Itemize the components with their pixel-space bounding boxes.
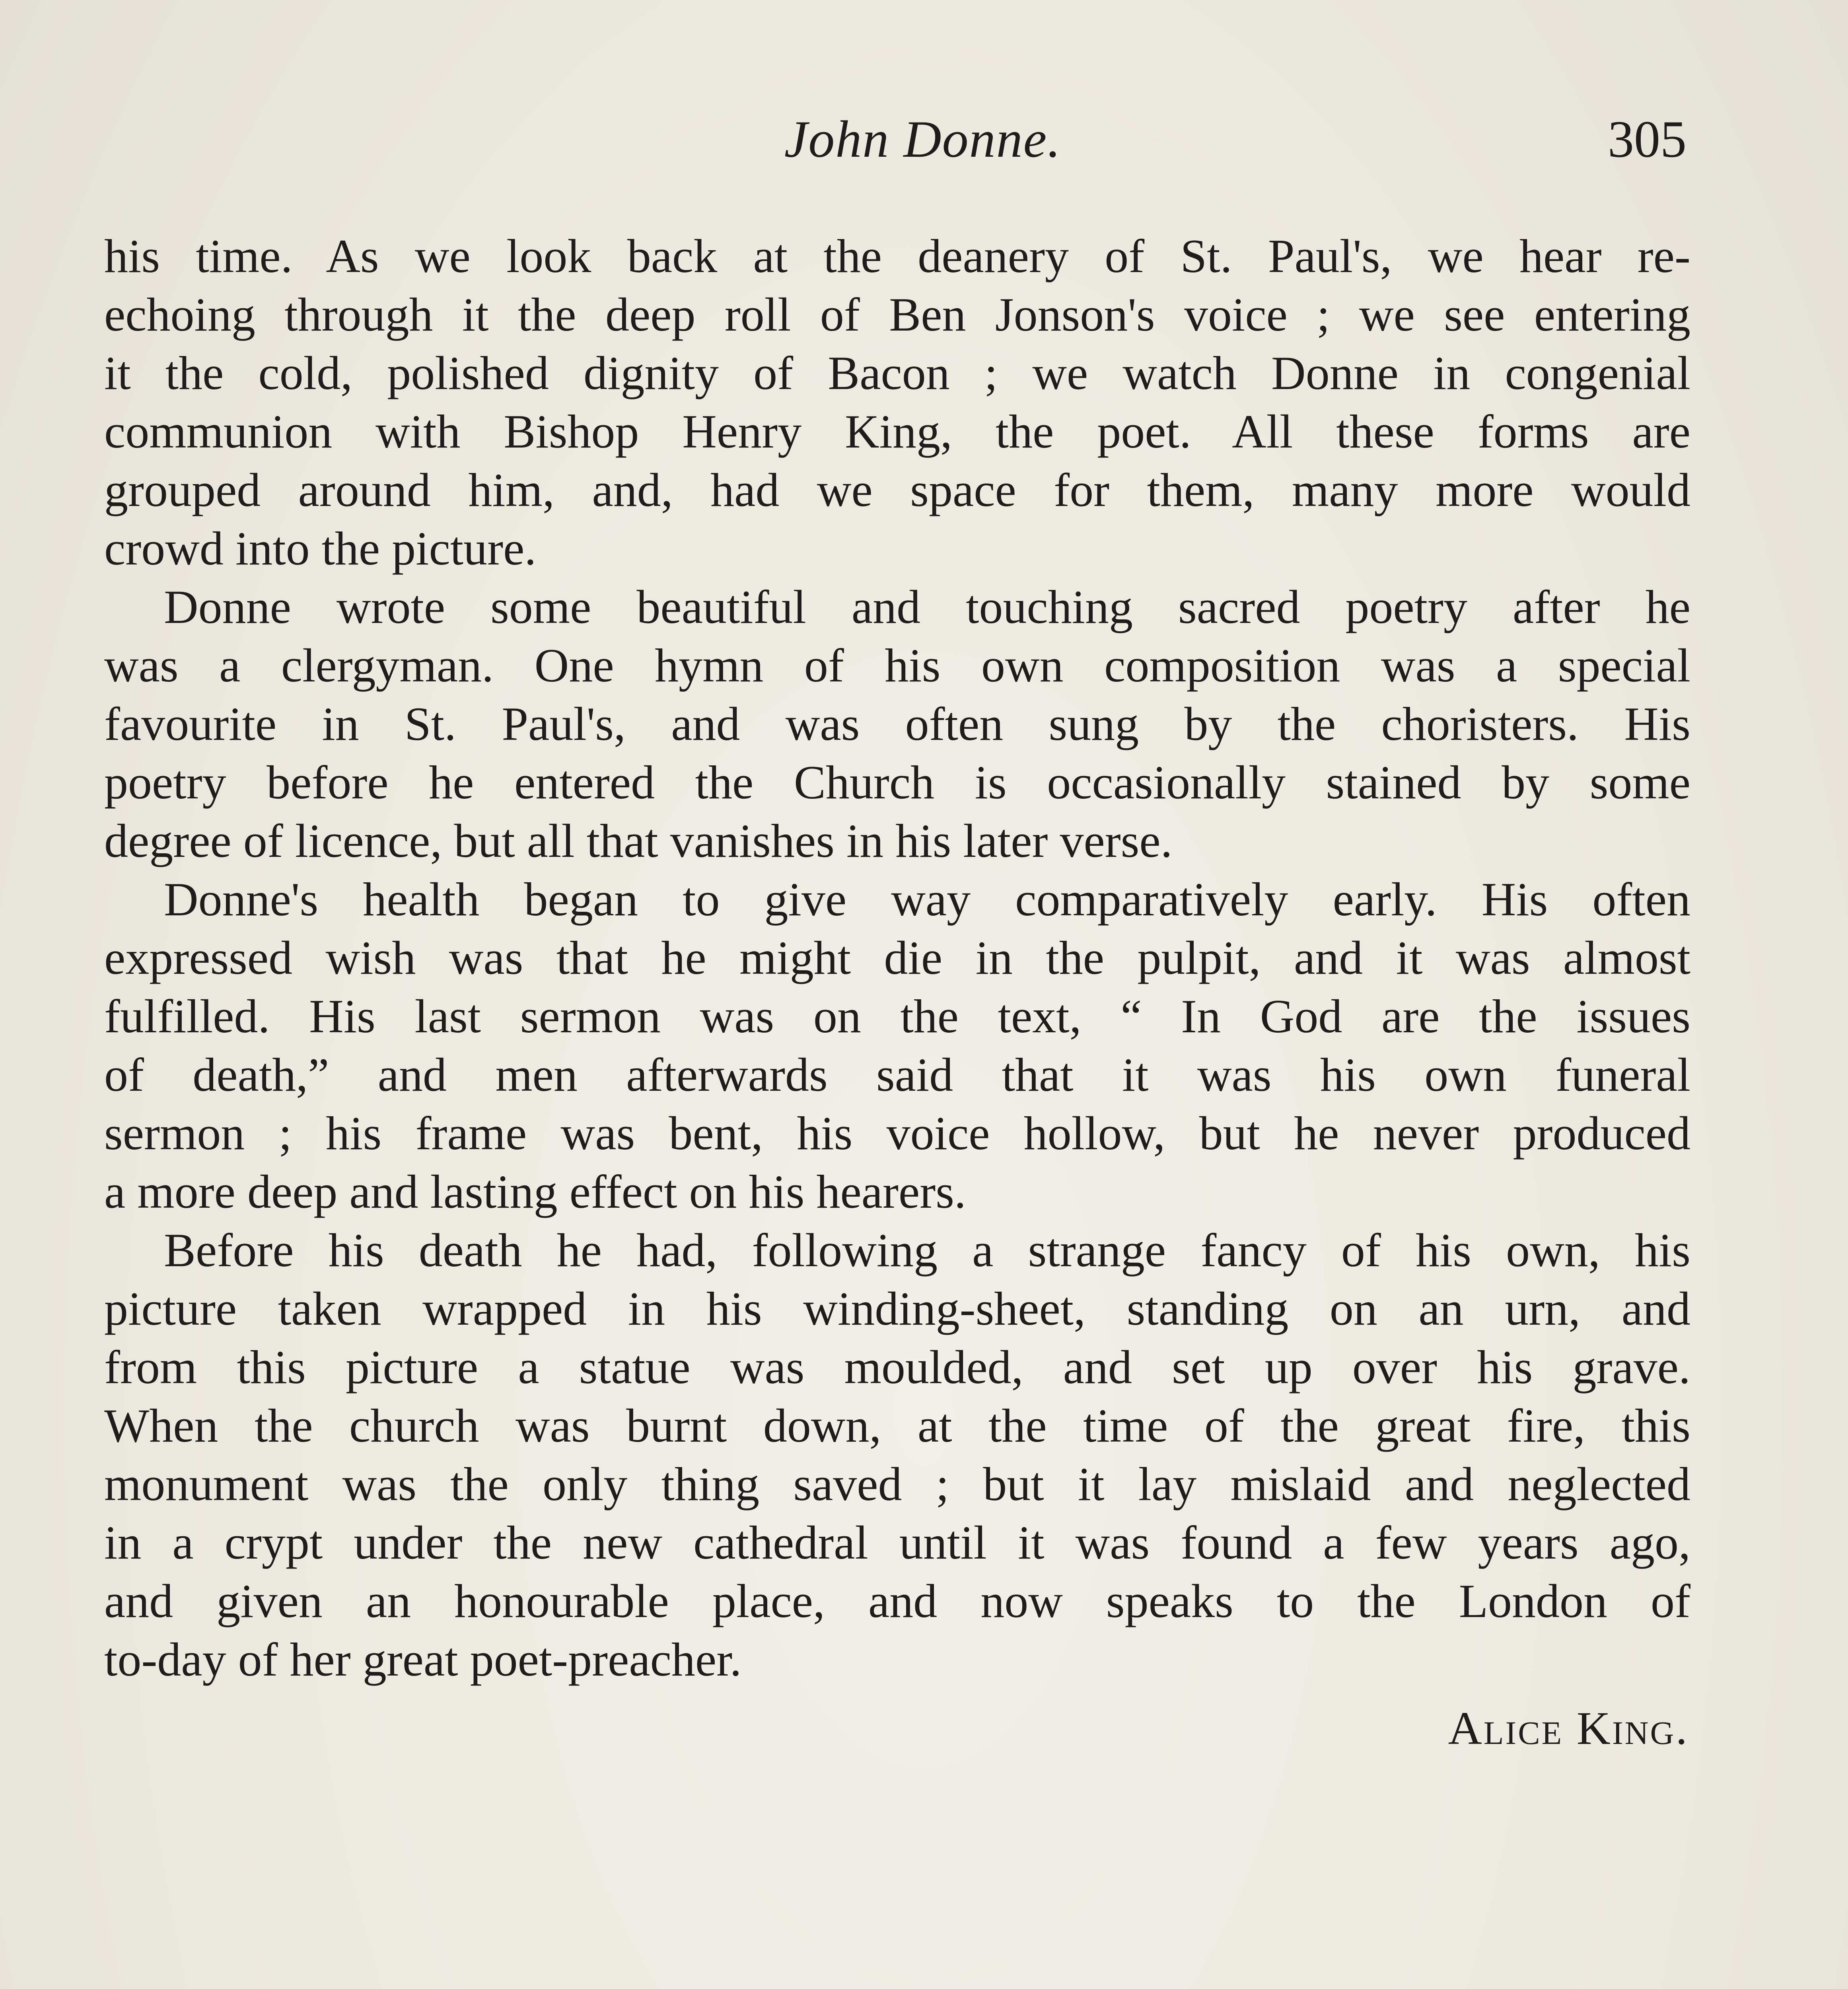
paragraph-1 bbox=[104, 227, 1690, 578]
text-line: it the cold, polished dignity of Bacon ; we watch Donne in congenial bbox=[104, 346, 1690, 399]
text-line: monument was the only thing saved ; but it lay mislaid and neglected bbox=[104, 1458, 1690, 1510]
text-line: Donne's health began to give way comparatively early. His often bbox=[164, 873, 1690, 926]
text-line: from this picture a statue was moulded, and set up over his grave. bbox=[104, 1341, 1690, 1393]
paragraph-3 bbox=[104, 870, 1690, 1221]
text-line: fulfilled. His last sermon was on the text, “ In God are the issues bbox=[104, 990, 1690, 1043]
paragraph-4 bbox=[104, 1221, 1690, 1689]
text-line: echoing through it the deep roll of Ben Jonson's voice ; we see entering bbox=[104, 288, 1690, 341]
text-line: grouped around him, and, had we space for them, many more would bbox=[104, 463, 1690, 516]
text-line: picture taken wrapped in his winding-sheet, standing on an urn, and bbox=[104, 1282, 1690, 1335]
text-line: sermon ; his frame was bent, his voice hollow, but he never produced bbox=[104, 1107, 1690, 1160]
text-line: poetry before he entered the Church is occasionally stained by some bbox=[104, 756, 1690, 809]
text-line: crowd into the picture. bbox=[104, 522, 537, 575]
text-line: Before his death he had, following a strange fancy of his own, his bbox=[164, 1224, 1690, 1277]
text-line: his time. As we look back at the deanery of St. Paul's, we hear re- bbox=[104, 230, 1690, 282]
text-line: When the church was burnt down, at the time of the great fire, this bbox=[104, 1399, 1690, 1452]
text-line: Donne wrote some beautiful and touching sacred poetry after he bbox=[164, 580, 1690, 633]
text-line: degree of licence, but all that vanishes in his later verse. bbox=[104, 814, 1173, 867]
paragraph-2 bbox=[104, 578, 1690, 870]
page-header bbox=[159, 99, 1687, 187]
text-line: to-day of her great poet-preacher. bbox=[104, 1633, 742, 1686]
text-line: favourite in St. Paul's, and was often sung by the choristers. His bbox=[104, 697, 1690, 750]
text-line: and given an honourable place, and now speaks to the London of bbox=[104, 1574, 1690, 1627]
text-line: a more deep and lasting effect on his hearers. bbox=[104, 1165, 966, 1218]
text-line: was a clergyman. One hymn of his own composition was a special bbox=[104, 639, 1690, 692]
running-title: John Donne. bbox=[784, 110, 1062, 168]
text-line: expressed wish was that he might die in the pulpit, and it was almost bbox=[104, 931, 1690, 984]
text-line: of death,” and men afterwards said that it was his own funeral bbox=[104, 1048, 1690, 1101]
article-body bbox=[104, 227, 1690, 1689]
text-line: communion with Bishop Henry King, the poet. All these forms are bbox=[104, 405, 1690, 458]
text-line: in a crypt under the new cathedral until it was found a few years ago, bbox=[104, 1516, 1690, 1569]
author-signature: Alice King. bbox=[1448, 1702, 1689, 1754]
page-number: 305 bbox=[1608, 110, 1687, 168]
